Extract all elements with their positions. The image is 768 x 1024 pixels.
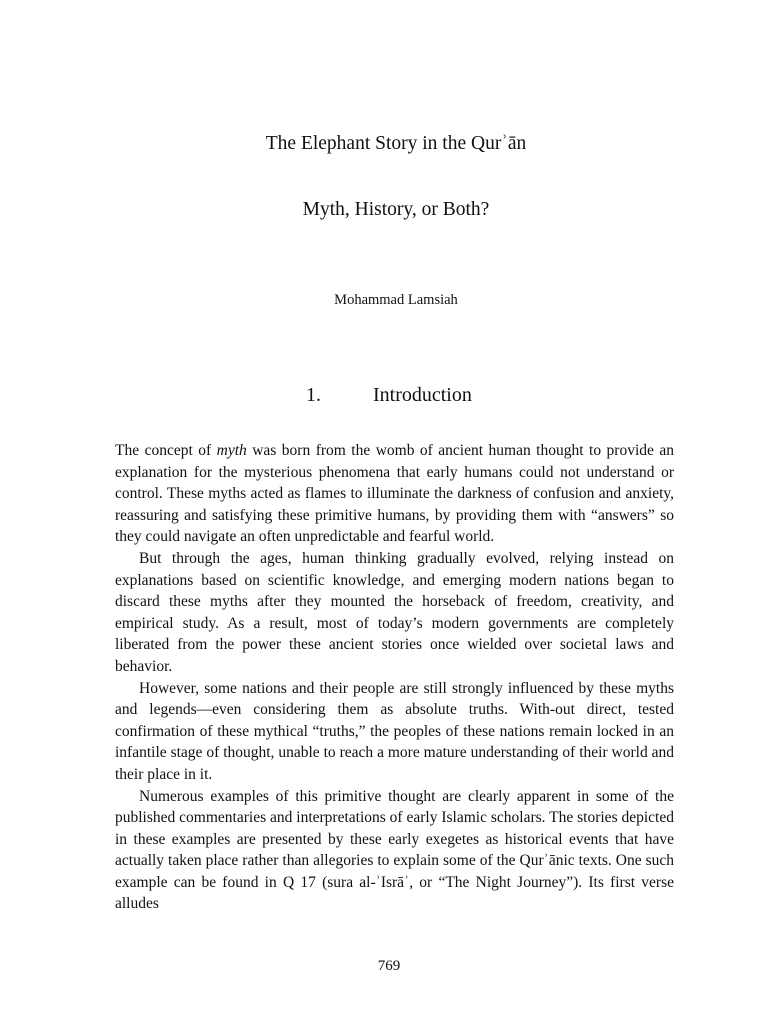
author-name: Mohammad Lamsiah bbox=[334, 292, 458, 308]
paragraph: But through the ages, human thinking gradually evolved, relying instead on explanations based on scientific knowledge, and emerging modern nations began to discard these myths after they mounted the horseback of freedom, creativity, and empirical study. As a result, most of today’s modern governments are completely liberated from the power these ancient stories once wielded over societal laws and behavior. bbox=[115, 549, 674, 675]
paragraph-text: The concept of bbox=[115, 442, 217, 459]
paragraph: However, some nations and their people are still strongly influenced by these myths and legends—even considering them as absolute truths. With-out direct, tested confirmation of these mythical “truths,” the peoples of these nations remain locked in an infantile stage of thought, unable to reach a more mature understanding of their world and their place in it. bbox=[115, 679, 674, 783]
article-title: The Elephant Story in the Qurʾān bbox=[265, 133, 527, 154]
article-subtitle: Myth, History, or Both? bbox=[302, 199, 490, 220]
section-number: 1. bbox=[306, 384, 321, 406]
section-heading bbox=[0, 382, 768, 410]
body-text bbox=[115, 440, 674, 915]
paragraph-text: was born from the womb of ancient human thought to provide an explanation for the mysterious phenomena that early humans could not understand or control. These myths acted as flames to illuminate the darkness of confusion and anxiety, reassuring and satisfying these primitive humans, by providing them with “answers” so they could navigate an often unpredictable and fearful world. bbox=[115, 442, 674, 546]
section-title: Introduction bbox=[373, 384, 472, 406]
emphasized-term: myth bbox=[216, 442, 247, 459]
paragraph: Numerous examples of this primitive thought are clearly apparent in some of the published commentaries and interpretations of early Islamic scholars. The stories depicted in these examples are presented by these early exegetes as historical events that have actually taken place rather than allegories to explain some of the Qurʾānic texts. One such example can be found in Q 17 (sura al-ʾIsrāʾ, or “The Night Journey”). Its first verse alludes bbox=[115, 787, 674, 913]
paragraph bbox=[115, 440, 674, 548]
page-number: 769 bbox=[377, 958, 401, 974]
